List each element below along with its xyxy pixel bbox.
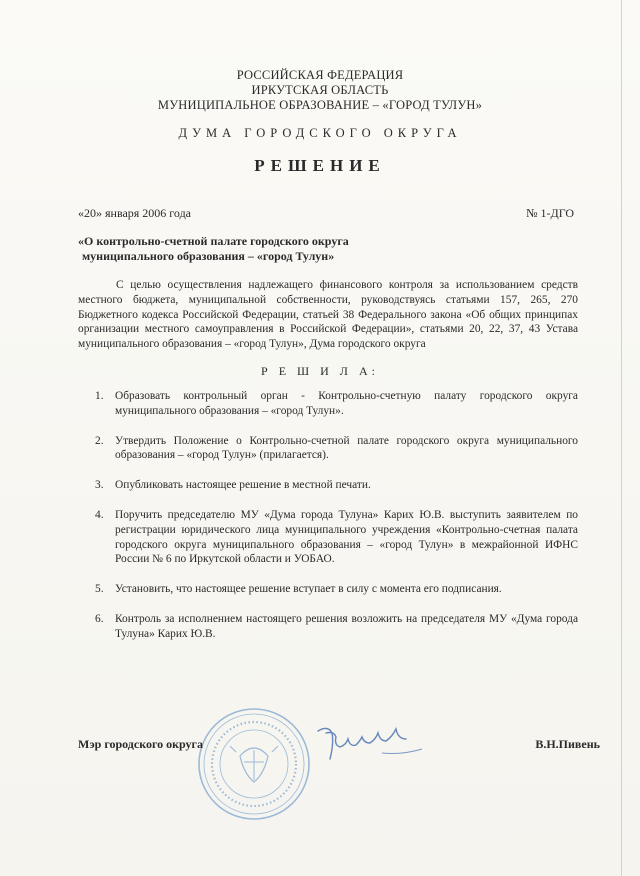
document-title: РЕШЕНИЕ xyxy=(254,156,386,175)
resolution-item xyxy=(95,612,578,642)
header-municipality: МУНИЦИПАЛЬНОЕ ОБРАЗОВАНИЕ – «ГОРОД ТУЛУН» xyxy=(157,98,483,112)
item-text: Установить, что настоящее решение вступает в силу с момента его подписания. xyxy=(115,583,502,596)
header-region: ИРКУТСКАЯ ОБЛАСТЬ xyxy=(251,83,389,97)
item-number: 2. xyxy=(95,434,104,447)
resolution-item xyxy=(95,478,578,493)
item-number: 4. xyxy=(95,508,104,521)
document-header xyxy=(0,68,640,113)
signatory-position: Мэр городского округа xyxy=(78,737,203,751)
preamble-paragraph: С целью осуществления надлежащего финансового контроля за использованием средств местного бюджета, муниципальной собственности, руководствуясь статьями 157, 265, 270 Бюджетного кодекса Российской Федерации, статьей 38 Федерального закона «Об общих принципах организации местного самоуправления в Российской Федерации», статьями 20, 22, 37, 43 Устава муниципального образования – «город Тулун», Дума городского округа xyxy=(78,279,578,351)
item-number: 3. xyxy=(95,479,104,492)
subject-line-1: «О контрольно-счетной палате городского округа xyxy=(78,234,349,248)
header-country: РОССИЙСКАЯ ФЕДЕРАЦИЯ xyxy=(236,68,404,82)
item-text: Опубликовать настоящее решение в местной печати. xyxy=(115,479,371,492)
resolution-item xyxy=(95,389,578,419)
item-text: Образовать контрольный орган - Контрольно-счетную палату городского округа муниципального образования – «город Тулун». xyxy=(115,390,578,417)
item-number: 6. xyxy=(95,612,104,625)
resolution-item xyxy=(95,434,578,464)
official-seal-icon xyxy=(196,706,312,822)
handwritten-signature xyxy=(312,723,432,763)
item-text: Утвердить Положение о Контрольно-счетной палате городского округа муниципального образования – «город Тулун» (прилагается). xyxy=(115,434,578,462)
resolution-items xyxy=(95,389,578,657)
document-subject xyxy=(78,234,408,264)
resolved-heading: Р Е Ш И Л А: xyxy=(261,364,379,378)
item-text: Поручить председателю МУ «Дума города Тулуна» Карих Ю.В. выступить заявителем по регистрации юридического лица муниципального учреждения «Контрольно-счетная палата городского округа муниципального образования – «город Тулун» в межрайонной ИФНС России № 6 по Иркутской области и УОБАО. xyxy=(115,508,578,566)
issuing-body: ДУМА ГОРОДСКОГО ОКРУГА xyxy=(178,126,462,140)
document-number: № 1-ДГО xyxy=(526,206,574,220)
resolution-item xyxy=(95,508,578,567)
document-date: «20» января 2006 года xyxy=(78,206,192,220)
item-number: 5. xyxy=(95,583,104,596)
item-number: 1. xyxy=(95,390,104,402)
item-text: Контроль за исполнением настоящего решения возложить на председателя МУ «Дума города Тулуна» Карих Ю.В. xyxy=(115,612,578,640)
resolution-item xyxy=(95,582,578,597)
subject-line-2: муниципального образования – «город Тулун» xyxy=(82,249,335,263)
signatory-name: В.Н.Пивень xyxy=(535,737,600,751)
